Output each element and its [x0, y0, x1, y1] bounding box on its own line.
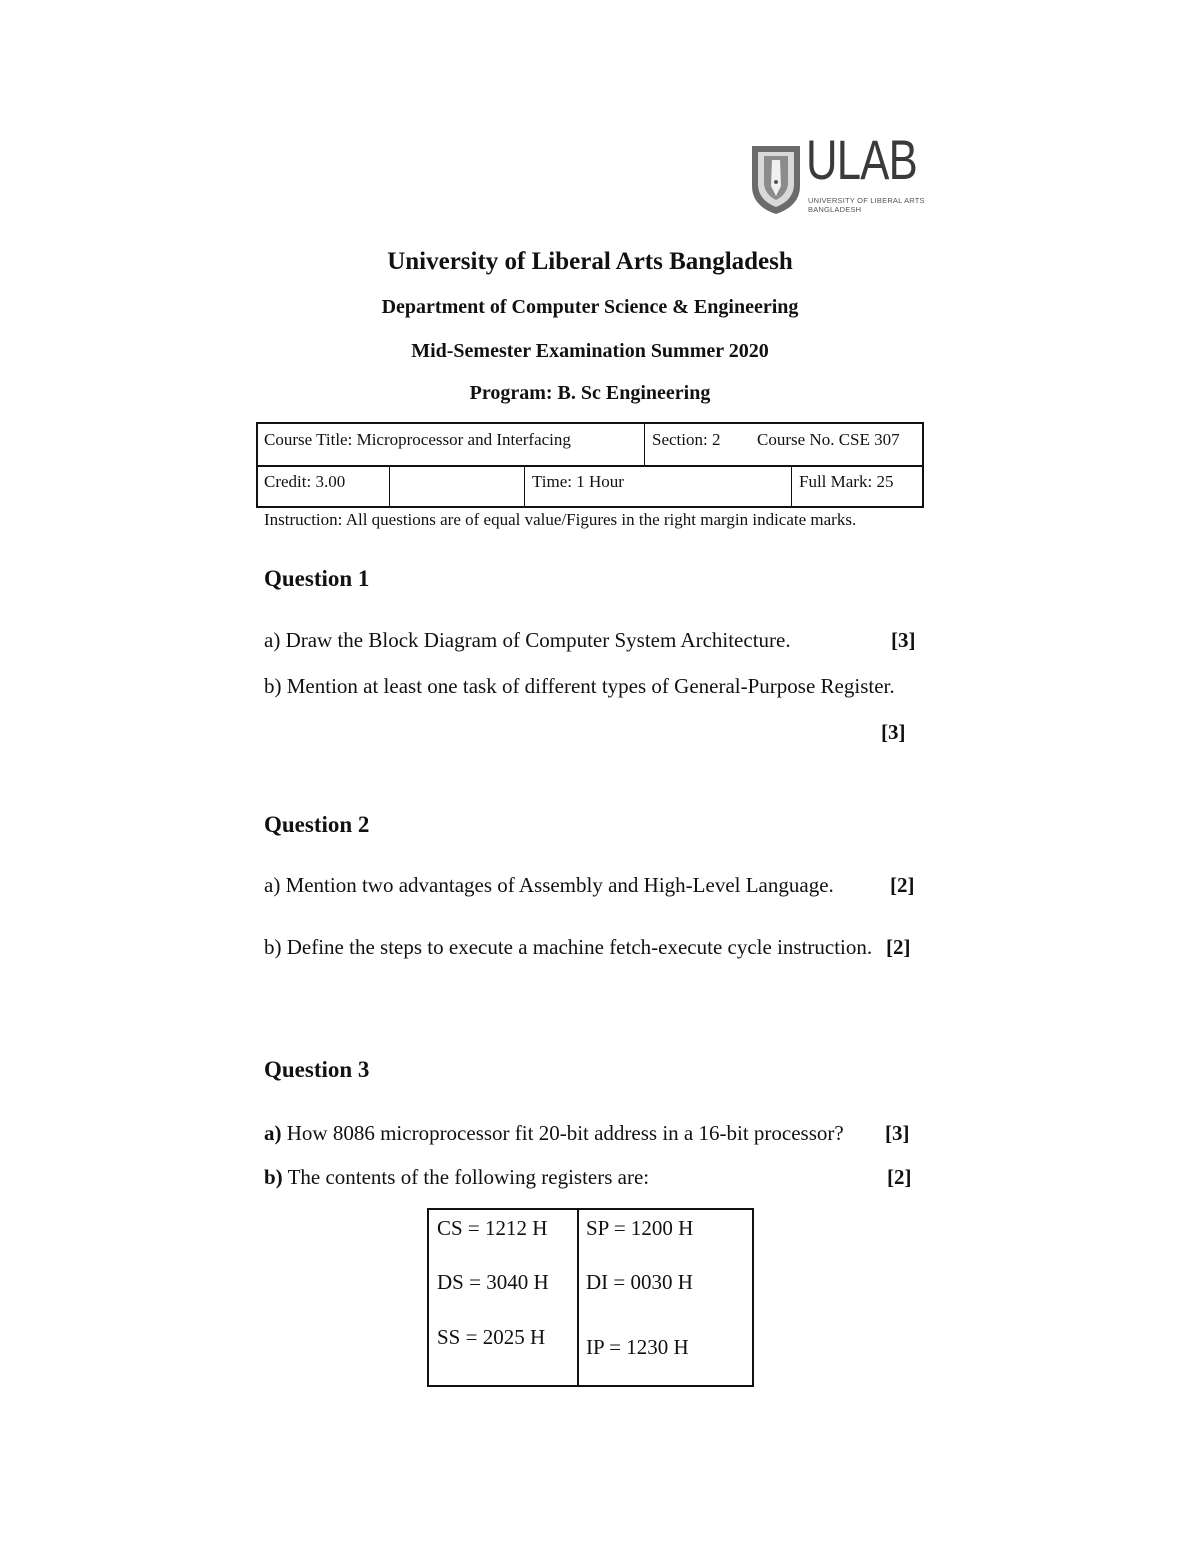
- question-2a-text: a) Mention two advantages of Assembly and High-Level Language.: [264, 873, 834, 897]
- table-divider: [524, 466, 525, 507]
- register-ip: IP = 1230 H: [586, 1335, 689, 1359]
- question-1a-text: a) Draw the Block Diagram of Computer System Architecture.: [264, 628, 791, 652]
- full-mark-cell: Full Mark: 25: [799, 472, 894, 491]
- question-1b-text: b) Mention at least one task of different types of General-Purpose Register.: [264, 674, 895, 698]
- program-name: Program: B. Sc Engineering: [469, 382, 711, 404]
- department-name: Department of Computer Science & Engineering: [381, 296, 799, 318]
- course-info-row-1: [258, 424, 922, 467]
- credit-cell: Credit: 3.00: [264, 472, 346, 491]
- crest-icon: [750, 142, 802, 216]
- time-cell: Time: 1 Hour: [532, 472, 624, 491]
- question-3b: [264, 1165, 649, 1190]
- question-3a-label: a): [264, 1121, 282, 1145]
- register-di: DI = 0030 H: [586, 1270, 693, 1294]
- ulab-logo: [750, 128, 925, 220]
- register-ds: DS = 3040 H: [437, 1270, 549, 1294]
- table-divider: [791, 466, 792, 507]
- register-sp: SP = 1200 H: [586, 1216, 694, 1240]
- logo-wordmark: ULAB: [806, 128, 917, 191]
- question-3b-text: The contents of the following registers are:: [287, 1165, 650, 1189]
- question-3a-text: How 8086 microprocessor fit 20-bit address in a 16-bit processor?: [286, 1121, 844, 1145]
- register-table: [427, 1208, 754, 1387]
- logo-subtitle-line1: UNIVERSITY OF LIBERAL ARTS: [808, 196, 925, 205]
- question-1b-mark: [3]: [881, 720, 906, 744]
- exam-title: Mid-Semester Examination Summer 2020: [411, 340, 769, 362]
- question-2a-mark: [2]: [890, 873, 915, 897]
- question-2-title: Question 2: [264, 812, 370, 837]
- question-3b-mark: [2]: [887, 1165, 912, 1189]
- question-1-title: Question 1: [264, 566, 370, 591]
- course-info-row-2: [258, 466, 922, 507]
- question-1a-mark: [3]: [891, 628, 916, 652]
- logo-subtitle-line2: BANGLADESH: [808, 205, 862, 214]
- blank-cell: [391, 466, 524, 507]
- course-no-cell: Course No. CSE 307: [757, 430, 900, 449]
- question-3a-mark: [3]: [885, 1121, 910, 1145]
- question-3-title: Question 3: [264, 1057, 370, 1082]
- logo-subtitle: [808, 196, 928, 214]
- course-title-cell: Course Title: Microprocessor and Interfacing: [264, 430, 571, 449]
- table-divider: [644, 424, 645, 465]
- section-cell: Section: 2: [652, 430, 721, 449]
- question-3b-label: b): [264, 1165, 283, 1189]
- register-cs: CS = 1212 H: [437, 1216, 548, 1240]
- question-3a: [264, 1121, 844, 1146]
- question-2b-text: b) Define the steps to execute a machine fetch-execute cycle instruction.: [264, 935, 873, 959]
- register-ss: SS = 2025 H: [437, 1325, 546, 1349]
- question-2b-mark: [2]: [886, 935, 911, 959]
- table-divider: [389, 466, 390, 507]
- course-info-table: [256, 422, 924, 508]
- university-name: University of Liberal Arts Bangladesh: [387, 248, 793, 275]
- table-divider: [577, 1210, 579, 1385]
- instruction-text: Instruction: All questions are of equal value/Figures in the right margin indicate marks.: [264, 510, 857, 529]
